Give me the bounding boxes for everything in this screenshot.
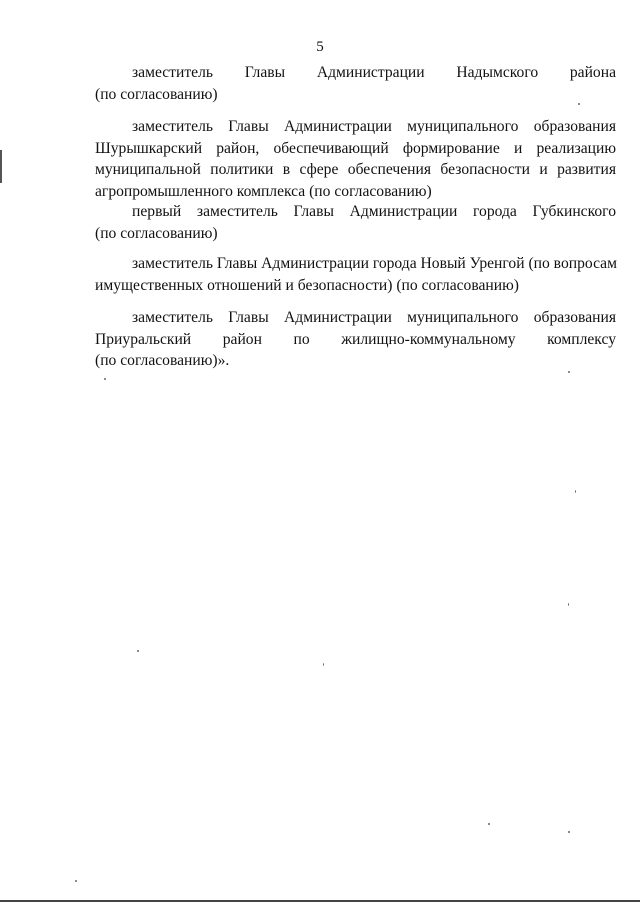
entry-line: заместитель Главы Администрации муниципального образования <box>132 309 616 326</box>
entry-line: Приуральский район по жилищно-коммунальному комплексу <box>95 330 616 348</box>
entry-line: (по согласованию) <box>95 85 218 103</box>
entry-line: заместитель Главы Администрации Надымского района <box>132 64 616 81</box>
page-number: 5 <box>316 39 324 55</box>
scan-speck <box>568 603 569 606</box>
entry-shuryshkar-deputy-head <box>95 116 616 202</box>
entry-novy-urengoy-deputy-head <box>95 253 616 296</box>
scan-speck <box>137 650 139 652</box>
scan-speck <box>75 880 77 882</box>
entry-line: (по согласованию) <box>95 224 218 242</box>
scan-speck <box>568 371 570 373</box>
entry-gubkinsky-first-deputy-head <box>95 201 616 244</box>
entry-line: заместитель Главы Администрации муниципального образования <box>132 118 616 135</box>
entry-nadym-deputy-head <box>95 62 616 105</box>
entry-line: Шурышкарский район, обеспечивающий формирование и реализацию <box>95 139 616 157</box>
scan-edge-mark <box>0 150 2 183</box>
scan-speck <box>323 663 324 666</box>
entry-line: заместитель Главы Администрации города Новый Уренгой (по вопросам <box>132 255 617 272</box>
scan-speck <box>488 823 490 825</box>
scan-speck <box>575 490 576 493</box>
entry-line: агропромышленного комплекса (по согласованию) <box>95 182 432 200</box>
entry-line: (по согласованию)». <box>95 352 230 369</box>
entry-priuralsky-deputy-head <box>95 307 616 372</box>
entry-line: муниципальной политики в сфере обеспечения безопасности и развития <box>95 161 616 178</box>
scan-speck <box>104 378 106 380</box>
entry-line: имущественных отношений и безопасности) (по согласованию) <box>95 276 519 294</box>
scan-speck <box>578 103 580 105</box>
scan-bottom-edge <box>0 900 640 902</box>
entry-line: первый заместитель Главы Администрации города Губкинского <box>132 203 616 220</box>
scan-speck <box>568 831 570 833</box>
